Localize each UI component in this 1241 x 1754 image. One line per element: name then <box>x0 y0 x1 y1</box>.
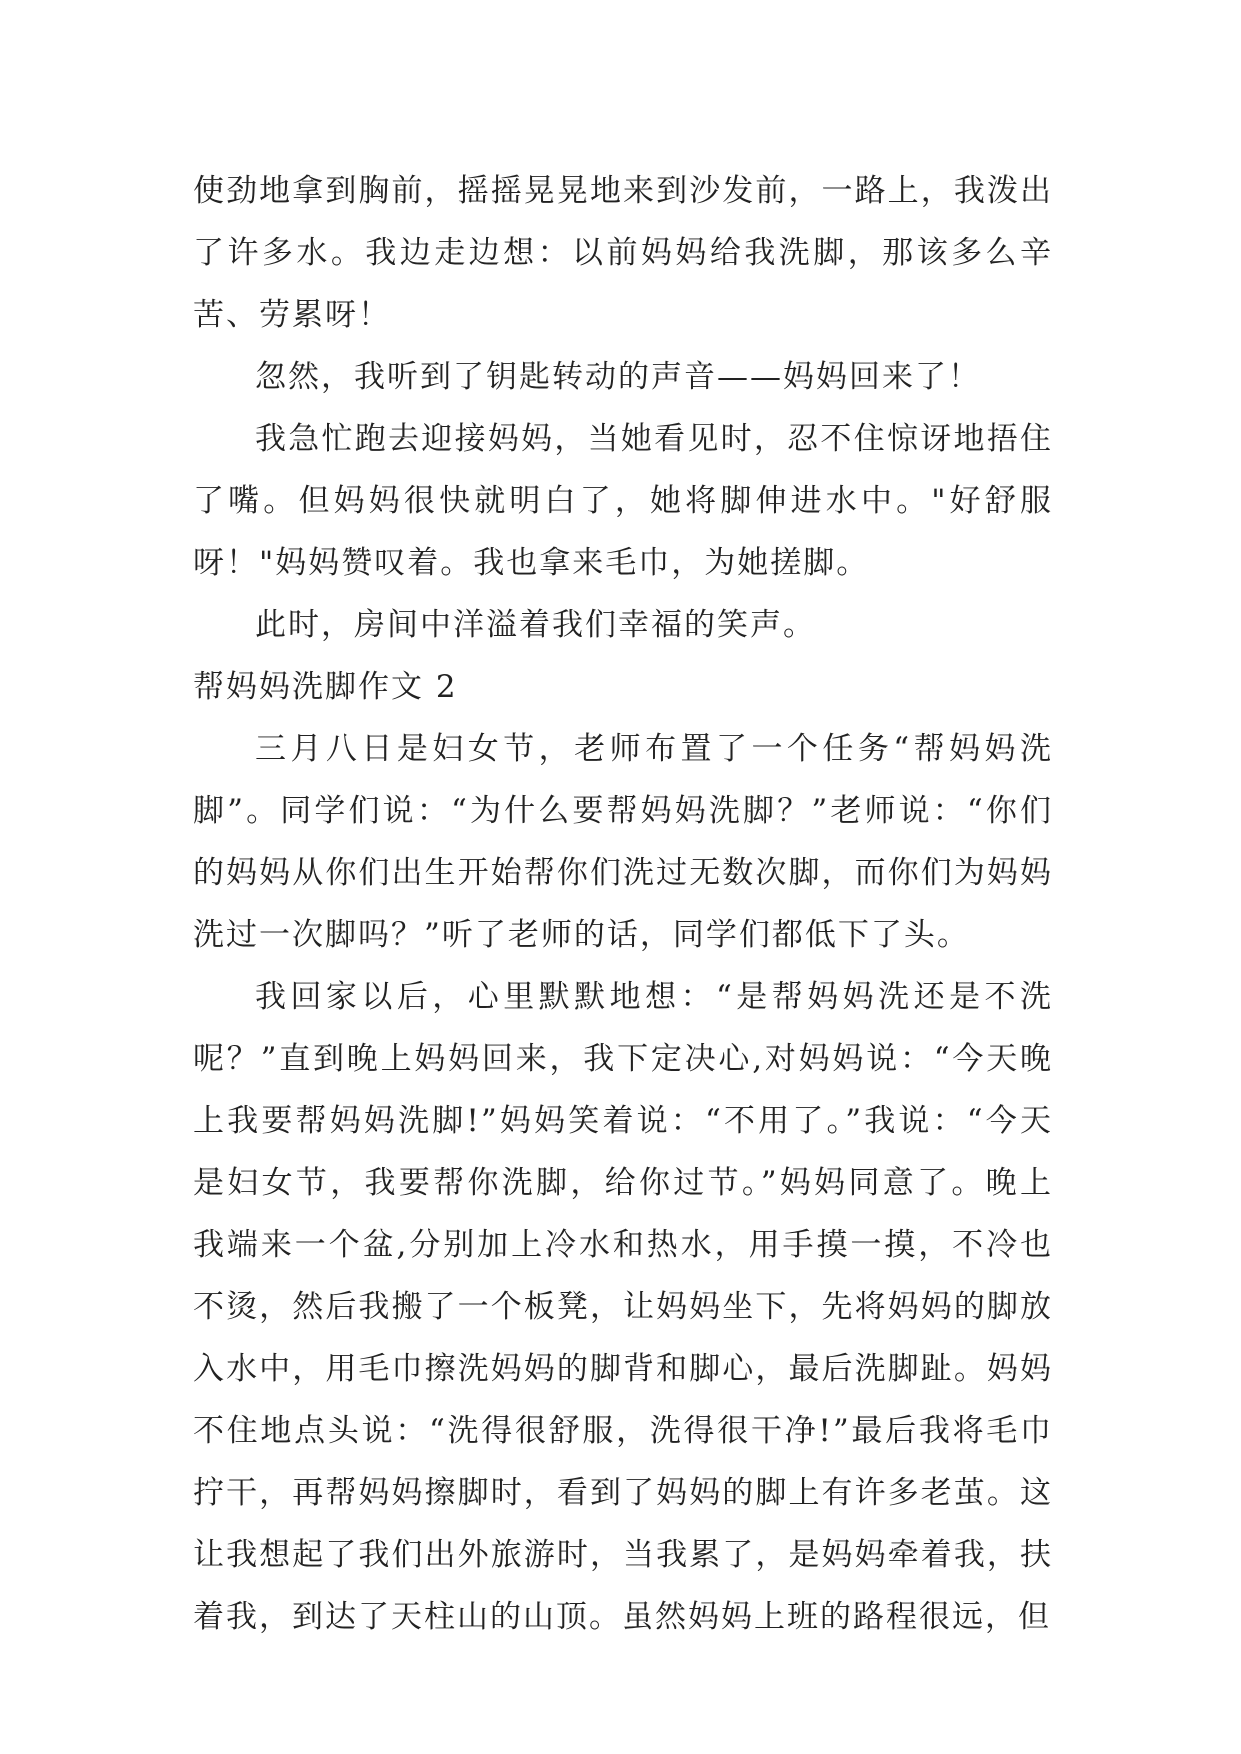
paragraph-2: 忽然，我听到了钥匙转动的声音——妈妈回来了！ <box>255 359 981 395</box>
document-body <box>193 160 1053 1648</box>
paragraph-5: 三月八日是妇女节，老师布置了一个任务“帮妈妈洗脚”。同学们说：“为什么要帮妈妈洗脚？”老师说：“你们的妈妈从你们出生开始帮你们洗过无数次脚，而你们为妈妈洗过一次脚吗？”听了老师的话，同学们都低下了头。 <box>193 731 1053 953</box>
paragraph-6: 我回家以后，心里默默地想：“是帮妈妈洗还是不洗呢？”直到晚上妈妈回来，我下定决心,对妈妈说：“今天晚上我要帮妈妈洗脚!”妈妈笑着说：“不用了。”我说：“今天是妇女节，我要帮你洗脚，给你过节。”妈妈同意了。晚上我端来一个盆,分别加上冷水和热水，用手摸一摸，不冷也不烫，然后我搬了一个板凳，让妈妈坐下，先将妈妈的脚放入水中，用毛巾擦洗妈妈的脚背和脚心，最后洗脚趾。妈妈不住地点头说：“洗得很舒服，洗得很干净!”最后我将毛巾拧干，再帮妈妈擦脚时，看到了妈妈的脚上有许多老茧。这让我想起了我们出外旅游时，当我累了，是妈妈牵着我，扶着我，到达了天柱山的山顶。虽然妈妈上班的路程很远，但 <box>193 979 1053 1635</box>
paragraph-1: 使劲地拿到胸前，摇摇晃晃地来到沙发前，一路上，我泼出了许多水。我边走边想：以前妈妈给我洗脚，那该多么辛苦、劳累呀！ <box>193 173 1053 333</box>
paragraph-3: 我急忙跑去迎接妈妈，当她看见时，忍不住惊讶地捂住了嘴。但妈妈很快就明白了，她将脚伸进水中。"好舒服呀！"妈妈赞叹着。我也拿来毛巾，为她搓脚。 <box>193 421 1053 581</box>
paragraph-4: 此时，房间中洋溢着我们幸福的笑声。 <box>255 607 816 643</box>
section-heading: 帮妈妈洗脚作文 2 <box>193 669 458 705</box>
